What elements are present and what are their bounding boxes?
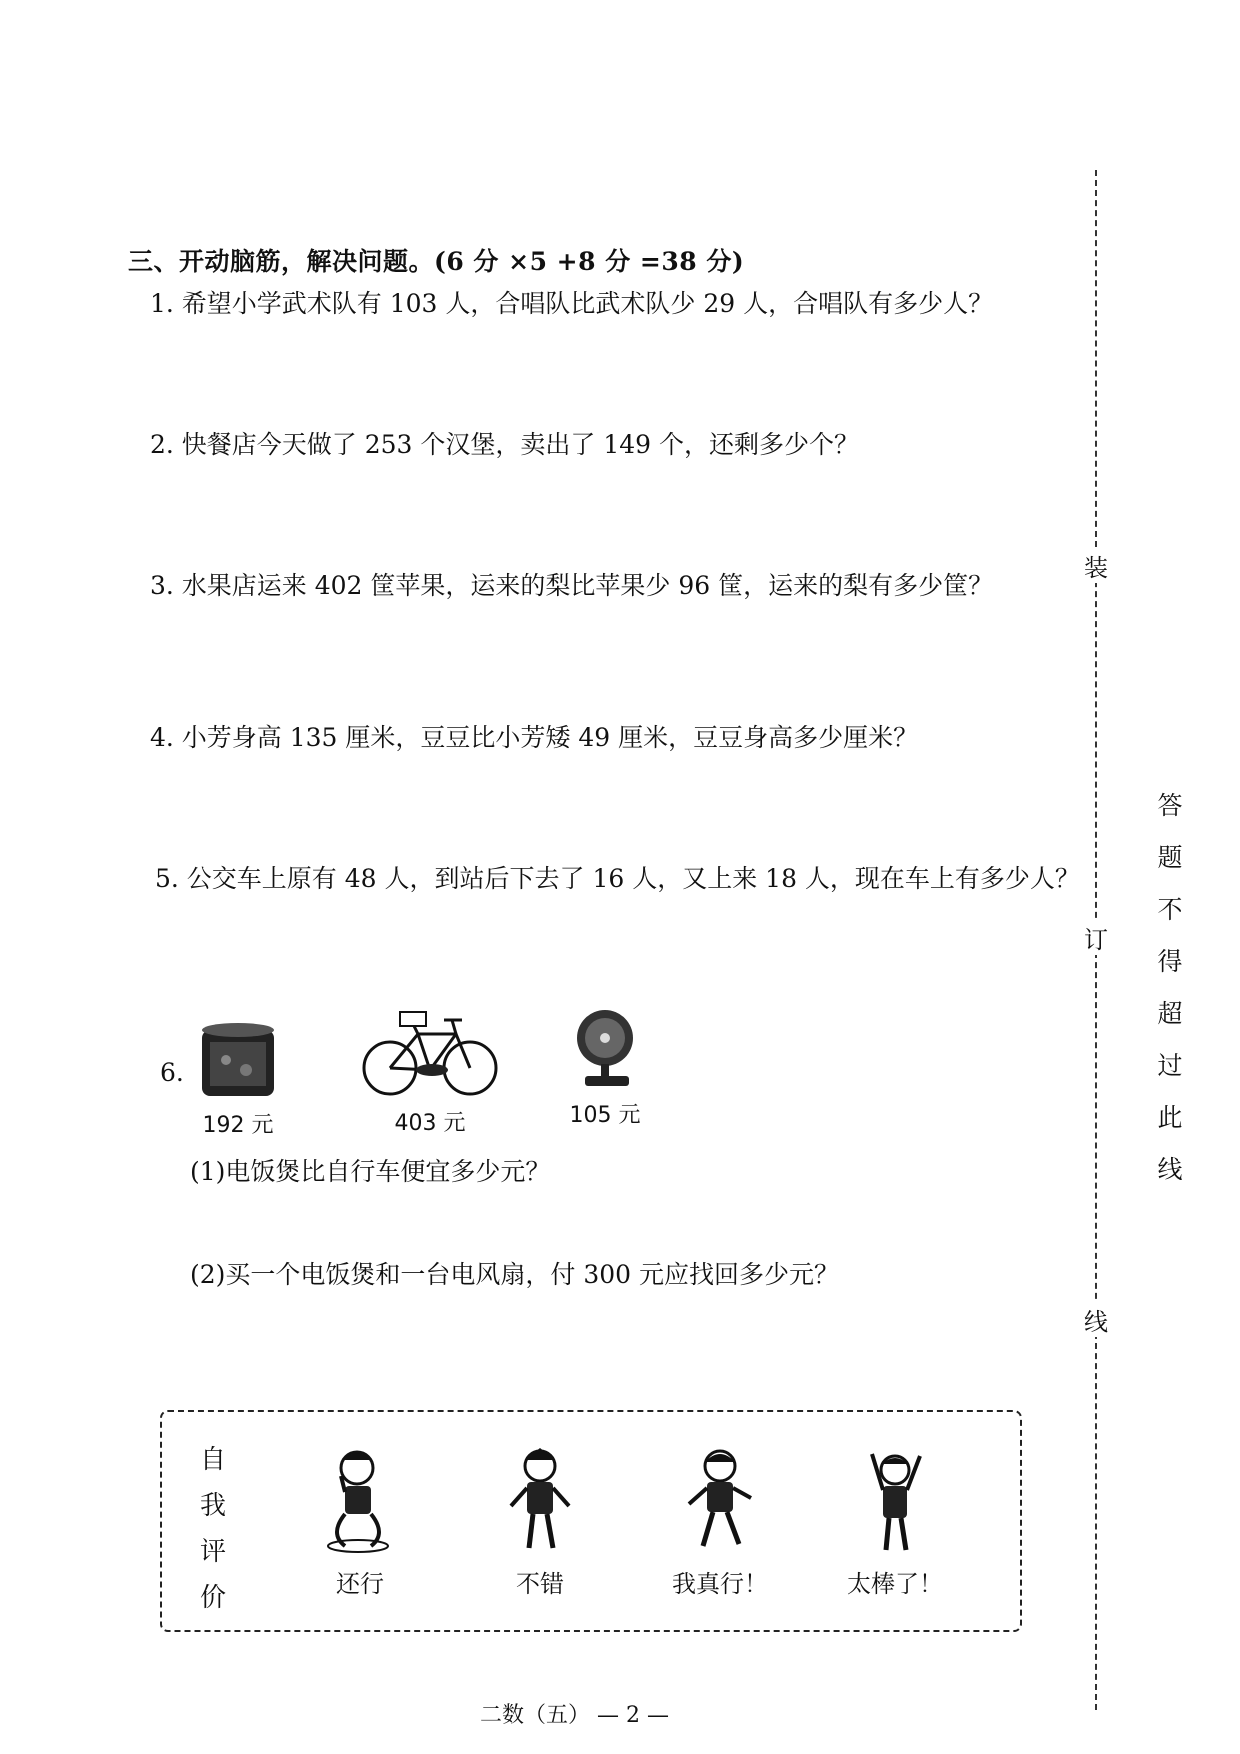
evaluation-option-ok[interactable]	[300, 1446, 420, 1599]
evaluation-label-good: 不错	[516, 1570, 564, 1598]
waving-kid-icon	[675, 1446, 765, 1556]
evaluation-label-ok: 还行	[336, 1570, 384, 1598]
question-2: 2. 快餐店今天做了 253 个汉堡，卖出了 149 个，还剩多少个？	[150, 430, 860, 459]
evaluation-label-great: 我真行！	[672, 1570, 768, 1598]
question-6-number: 6.	[160, 1058, 184, 1087]
self-evaluation-title-char: 价	[199, 1583, 226, 1613]
binding-note-char: 过	[1157, 1051, 1183, 1080]
self-evaluation-title-char: 自	[199, 1445, 226, 1475]
binding-note-char: 答	[1157, 791, 1183, 820]
binding-warning-note	[1155, 780, 1185, 1196]
evaluation-option-excellent[interactable]	[835, 1446, 955, 1599]
question-6-sub-1: (1)电饭煲比自行车便宜多少元？	[190, 1157, 551, 1186]
question-1: 1. 希望小学武术队有 103 人，合唱队比武术队少 29 人，合唱队有多少人？	[150, 289, 994, 318]
binding-mark-zhuang: 装	[1082, 548, 1110, 583]
section-title: 三、开动脑筋，解决问题。(6 分 ×5 +8 分 =38 分)	[128, 247, 745, 276]
evaluation-label-excellent: 太棒了！	[847, 1570, 943, 1598]
electric-fan-item	[560, 1006, 650, 1129]
bicycle-price: 403 元	[394, 1111, 466, 1136]
binding-note-char: 题	[1157, 843, 1183, 872]
binding-note-char: 线	[1157, 1155, 1183, 1184]
evaluation-option-good[interactable]	[480, 1446, 600, 1599]
question-4: 4. 小芳身高 135 厘米，豆豆比小芳矮 49 厘米，豆豆身高多少厘米？	[150, 723, 919, 752]
sitting-kid-icon	[315, 1446, 405, 1556]
binding-note-char: 不	[1157, 895, 1183, 924]
electric-fan-icon	[567, 1006, 643, 1092]
rice-cooker-item	[188, 1020, 288, 1139]
binding-mark-ding: 订	[1082, 920, 1110, 955]
binding-note-char: 超	[1157, 999, 1183, 1028]
self-evaluation-title-char: 评	[199, 1537, 226, 1567]
bicycle-item	[355, 1008, 505, 1137]
binding-note-char: 此	[1157, 1103, 1183, 1132]
binding-mark-xian: 线	[1082, 1302, 1110, 1337]
rice-cooker-price: 192 元	[202, 1113, 274, 1138]
evaluation-option-great[interactable]	[660, 1446, 780, 1599]
rice-cooker-icon	[196, 1020, 280, 1102]
question-5: 5. 公交车上原有 48 人，到站后下去了 16 人，又上来 18 人，现在车上有多少人？	[155, 864, 1080, 893]
question-6-sub-2: (2)买一个电饭煲和一台电风扇，付 300 元应找回多少元？	[190, 1260, 840, 1289]
page-footer: 二数（五） — 2 —	[480, 1703, 669, 1728]
question-3: 3. 水果店运来 402 筐苹果，运来的梨比苹果少 96 筐，运来的梨有多少筐？	[150, 571, 994, 600]
self-evaluation-title-char: 我	[199, 1491, 226, 1521]
binding-note-char: 得	[1157, 947, 1183, 976]
cheering-kid-icon	[850, 1446, 940, 1556]
bicycle-icon	[360, 1008, 500, 1100]
electric-fan-price: 105 元	[569, 1103, 641, 1128]
standing-kid-icon	[495, 1446, 585, 1556]
self-evaluation-title	[198, 1437, 228, 1621]
